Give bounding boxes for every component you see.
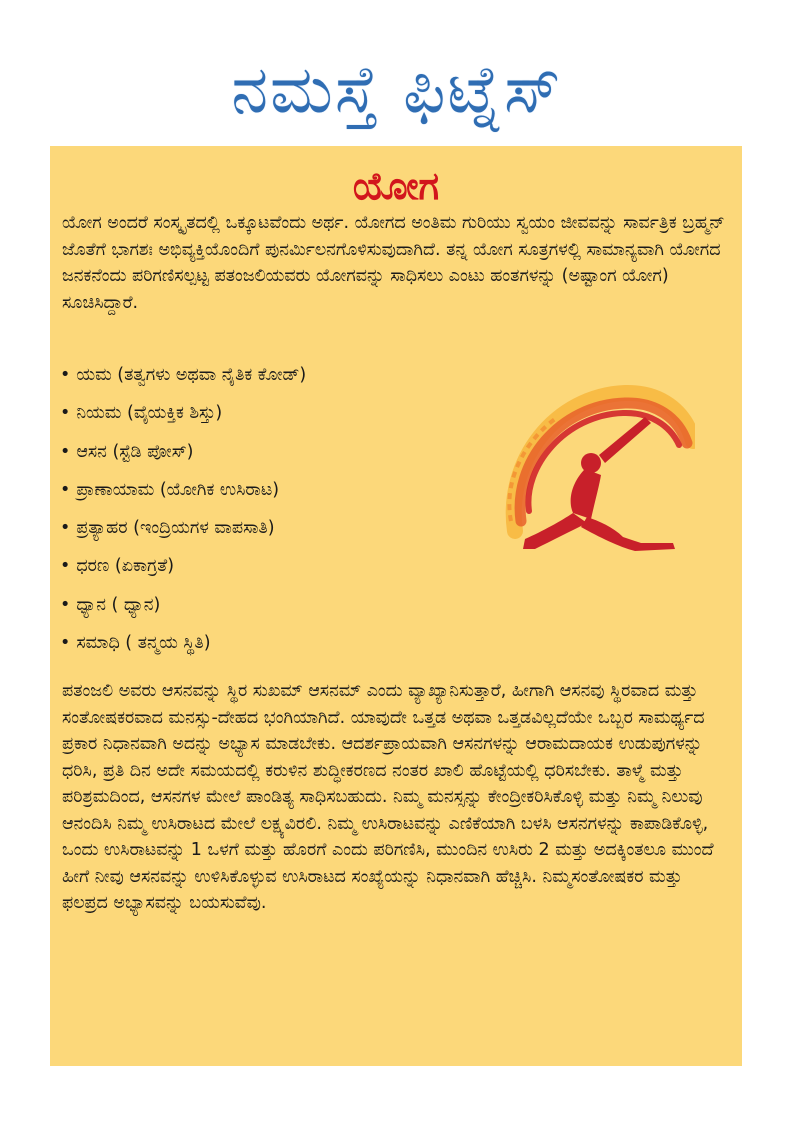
bullet: •: [60, 403, 71, 424]
list-item: [60, 477, 306, 515]
list-item-label: ಪ್ರಾಣಾಯಾಮ (ಯೋಗಿಕ ಉಸಿರಾಟ): [76, 479, 280, 500]
bullet: •: [60, 479, 71, 500]
list-item: [60, 362, 306, 400]
list-item-label: ಸಮಾಧಿ ( ತನ್ಮಯ ಸ್ಥಿತಿ): [76, 633, 211, 654]
limbs-list: [60, 362, 306, 668]
list-item: [60, 592, 306, 630]
list-item: [60, 439, 306, 477]
bullet: •: [60, 594, 71, 615]
bullet: •: [60, 518, 71, 539]
list-item: [60, 400, 306, 438]
list-item-label: ನಿಯಮ (ವೈಯಕ್ತಿಕ ಶಿಸ್ತು): [76, 403, 223, 424]
yoga-pose-icon: [495, 371, 695, 586]
intro-paragraph: ಯೋಗ ಅಂದರೆ ಸಂಸ್ಕೃತದಲ್ಲಿ ಒಕ್ಕೂಟವೆಂದು ಅರ್ಥ. ಯೋಗದ ಅಂತಿಮ ಗುರಿಯು ಸ್ವಯಂ ಜೀವವನ್ನು ಸಾರ್ವತ್ರಿಕ ಬ್ರಹ್ಮನ್ ಜೊತೆಗೆ ಭಾಗಶಃ ಅಭಿವ್ಯಕ್ತಿಯೊಂದಿಗೆ ಪುನರ್ಮಿಲನಗೊಳಿಸುವುದಾಗಿದೆ. ತನ್ನ ಯೋಗ ಸೂತ್ರಗಳಲ್ಲಿ ಸಾಮಾನ್ಯವಾಗಿ ಯೋಗದ ಜನಕನೆಂದು ಪರಿಗಣಿಸಲ್ಪಟ್ಟ ಪತಂಜಲಿಯವರು ಯೋಗವನ್ನು ಸಾಧಿಸಲು ಎಂಟು ಹಂತಗಳನ್ನು (ಅಷ್ಟಾಂಗ ಯೋಗ) ಸೂಚಿಸಿದ್ದಾರೆ.: [62, 213, 725, 313]
list-item: [60, 630, 306, 668]
list-item-label: ಧರಣ (ಏಕಾಗ್ರತೆ): [76, 556, 175, 577]
outro-paragraph: ಪತಂಜಲಿ ಅವರು ಆಸನವನ್ನು ಸ್ಥಿರ ಸುಖಮ್ ಆಸನಮ್ ಎಂದು ವ್ಯಾಖ್ಯಾನಿಸುತ್ತಾರೆ, ಹೀಗಾಗಿ ಆಸನವು ಸ್ಥಿರವಾದ ಮತ್ತು ಸಂತೋಷಕರವಾದ ಮನಸ್ಸು-ದೇಹದ ಭಂಗಿಯಾಗಿದೆ. ಯಾವುದೇ ಒತ್ತಡ ಅಥವಾ ಒತ್ತಡವಿಲ್ಲದೆಯೇ ಒಬ್ಬರ ಸಾಮರ್ಥ್ಯದ ಪ್ರಕಾರ ನಿಧಾನವಾಗಿ ಅದನ್ನು ಅಭ್ಯಾಸ ಮಾಡಬೇಕು. ಆದರ್ಶಪ್ರಾಯವಾಗಿ ಆಸನಗಳನ್ನು ಆರಾಮದಾಯಕ ಉಡುಪುಗಳನ್ನು ಧರಿಸಿ, ಪ್ರತಿ ದಿನ ಅದೇ ಸಮಯದಲ್ಲಿ ಕರುಳಿನ ಶುದ್ಧೀಕರಣದ ನಂತರ ಖಾಲಿ ಹೊಟ್ಟೆಯಲ್ಲಿ ಧರಿಸಬೇಕು. ತಾಳ್ಮೆ ಮತ್ತು ಪರಿಶ್ರಮದಿಂದ, ಆಸನಗಳ ಮೇಲೆ ಪಾಂಡಿತ್ಯ ಸಾಧಿಸಬಹುದು. ನಿಮ್ಮ ಮನಸ್ಸನ್ನು ಕೇಂದ್ರೀಕರಿಸಿಕೊಳ್ಳಿ ಮತ್ತು ನಿಮ್ಮ ನಿಲುವು ಆನಂದಿಸಿ ನಿಮ್ಮ ಉಸಿರಾಟದ ಮೇಲೆ ಲಕ್ಷ್ಯವಿರಲಿ. ನಿಮ್ಮ ಉಸಿರಾಟವನ್ನು ಎಣಿಕೆಯಾಗಿ ಬಳಸಿ ಆಸನಗಳನ್ನು ಕಾಪಾಡಿಕೊಳ್ಳಿ, ಒಂದು ಉಸಿರಾಟವನ್ನು 1 ಒಳಗೆ ಮತ್ತು ಹೊರಗೆ ಎಂದು ಪರಿಗಣಿಸಿ, ಮುಂದಿನ ಉಸಿರು 2 ಮತ್ತು ಅದಕ್ಕಿಂತಲೂ ಮುಂದೆ ಹೀಗೆ ನೀವು ಆಸನವನ್ನು ಉಳಿಸಿಕೊಳ್ಳುವ ಉಸಿರಾಟದ ಸಂಖ್ಯೆಯನ್ನು ನಿಧಾನವಾಗಿ ಹೆಚ್ಚಿಸಿ. ನಿಮ್ಮಸಂತೋಷಕರ ಮತ್ತು ಫಲಪ್ರದ ಅಭ್ಯಾಸವನ್ನು ಬಯಸುವೆವು.: [62, 681, 714, 913]
list-item-label: ಪ್ರತ್ಯಾಹರ (ಇಂದ್ರಿಯಗಳ ವಾಪಸಾತಿ): [76, 518, 275, 539]
bullet: •: [60, 556, 71, 577]
list-item-label: ಧ್ಯಾನ ( ಧ್ಯಾನ): [76, 594, 161, 615]
yoga-card: [50, 146, 742, 1066]
section-heading: ಯೋಗ: [352, 164, 440, 208]
list-item-label: ಯಮ (ತತ್ವಗಳು ಅಥವಾ ನೈತಿಕ ಕೋಡ್): [76, 365, 307, 385]
list-item: [60, 553, 306, 591]
list-item-label: ಆಸನ (ಸ್ಟೆಡಿ ಪೋಸ್): [76, 441, 194, 462]
list-item: [60, 515, 306, 553]
page-title: ನಮಸ್ತೆ ಫಿಟ್ನೆಸ್: [231, 51, 563, 128]
bullet: •: [60, 441, 71, 462]
bullet: •: [60, 633, 71, 654]
bullet: •: [60, 365, 71, 385]
